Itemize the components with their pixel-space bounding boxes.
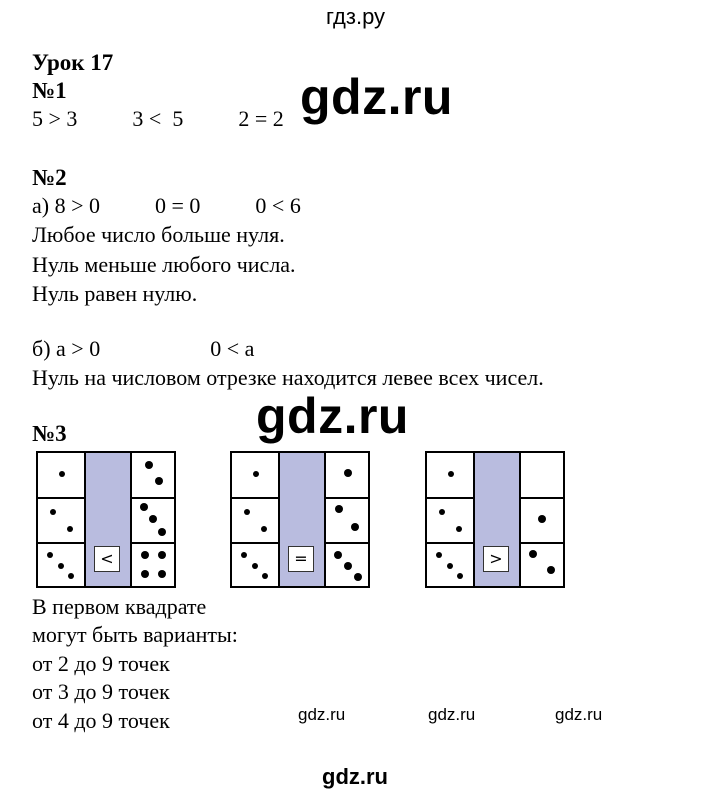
task2-label: №2 bbox=[32, 165, 67, 190]
dot bbox=[158, 570, 166, 578]
dot bbox=[58, 563, 64, 569]
compare-sign-greater: > bbox=[483, 546, 509, 572]
task2-text-2: Нуль меньше любого числа. bbox=[32, 252, 296, 277]
dot bbox=[149, 515, 157, 523]
dot bbox=[252, 563, 258, 569]
dot bbox=[244, 509, 250, 515]
dot-puzzle-3 bbox=[425, 451, 565, 588]
dot-puzzle-1 bbox=[36, 451, 176, 588]
dot bbox=[50, 509, 56, 515]
task3-text-5: от 4 до 9 точек bbox=[32, 708, 170, 733]
dot bbox=[457, 573, 463, 579]
dot bbox=[68, 573, 74, 579]
dot bbox=[158, 528, 166, 536]
task3-text-2: могут быть варианты: bbox=[32, 622, 238, 647]
dot bbox=[241, 552, 247, 558]
dot bbox=[262, 573, 268, 579]
task3-text-4: от 3 до 9 точек bbox=[32, 679, 170, 704]
dot bbox=[253, 471, 259, 477]
dot bbox=[59, 471, 65, 477]
dot bbox=[141, 570, 149, 578]
watermark-middle: gdz.ru bbox=[256, 388, 409, 444]
dot bbox=[344, 469, 352, 477]
dot bbox=[335, 505, 343, 513]
task2-text-1: Любое число больше нуля. bbox=[32, 222, 285, 247]
task2-line-a: а) 8 > 0 0 = 0 0 < 6 bbox=[32, 193, 301, 218]
dot bbox=[47, 552, 53, 558]
compare-sign-less: < bbox=[94, 546, 120, 572]
dot bbox=[141, 551, 149, 559]
dot bbox=[261, 526, 267, 532]
dot bbox=[447, 563, 453, 569]
dot bbox=[448, 471, 454, 477]
watermark-small-3: gdz.ru bbox=[555, 705, 603, 724]
task2-text-4: Нуль на числовом отрезке находится левее всех чисел. bbox=[32, 365, 544, 390]
watermark-bottom: gdz.ru bbox=[322, 764, 388, 789]
lesson-title: Урок 17 bbox=[32, 50, 114, 75]
dot bbox=[439, 509, 445, 515]
dot bbox=[547, 566, 555, 574]
watermark-top: gdz.ru bbox=[300, 69, 453, 125]
dot bbox=[334, 551, 342, 559]
dot bbox=[529, 550, 537, 558]
task1-label: №1 bbox=[32, 78, 67, 103]
dot bbox=[538, 515, 546, 523]
task1-answer: 5 > 3 3 < 5 2 = 2 bbox=[32, 106, 284, 131]
dot bbox=[344, 562, 352, 570]
task2-line-b: б) а > 0 0 < а bbox=[32, 336, 255, 361]
task3-text-3: от 2 до 9 точек bbox=[32, 651, 170, 676]
watermark-small-2: gdz.ru bbox=[428, 705, 476, 724]
dot bbox=[145, 461, 153, 469]
dot-puzzle-2 bbox=[230, 451, 370, 588]
compare-sign-equal: = bbox=[288, 546, 314, 572]
dot bbox=[155, 477, 163, 485]
task3-text-1: В первом квадрате bbox=[32, 594, 207, 619]
dot bbox=[140, 503, 148, 511]
dot bbox=[158, 551, 166, 559]
dot bbox=[436, 552, 442, 558]
dot bbox=[354, 573, 362, 581]
dot bbox=[351, 523, 359, 531]
task3-label: №3 bbox=[32, 421, 67, 446]
dot bbox=[67, 526, 73, 532]
site-header[interactable]: гдз.ру bbox=[326, 4, 386, 29]
dot bbox=[456, 526, 462, 532]
watermark-small-1: gdz.ru bbox=[298, 705, 346, 724]
task2-text-3: Нуль равен нулю. bbox=[32, 281, 198, 306]
